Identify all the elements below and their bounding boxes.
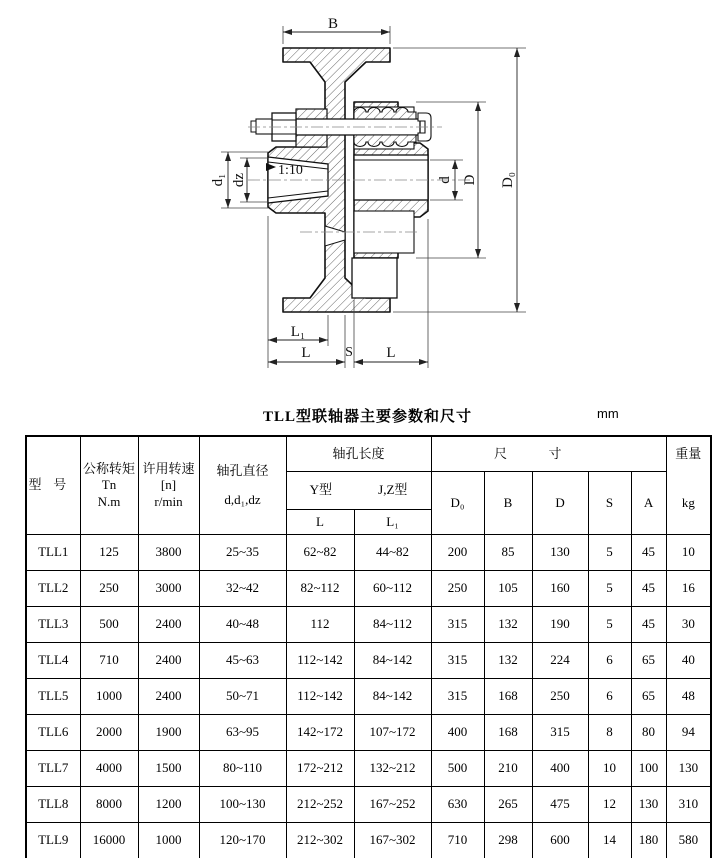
subheader-shaft-types	[286, 472, 431, 510]
table-cell: 200	[431, 535, 484, 571]
table-cell: 4000	[80, 751, 138, 787]
table-cell: 130	[631, 787, 666, 823]
title-row	[25, 405, 710, 427]
table-cell: 6	[588, 679, 631, 715]
table-cell: 167~302	[354, 823, 431, 858]
table-cell: 710	[80, 643, 138, 679]
subheader-y-type: Y型	[309, 482, 332, 498]
table-row	[26, 607, 711, 643]
table-row	[26, 535, 711, 571]
table-cell: 298	[484, 823, 532, 858]
table-cell: 190	[532, 607, 588, 643]
table-cell: TLL2	[26, 571, 80, 607]
table-cell: 5	[588, 535, 631, 571]
table-cell: 132~212	[354, 751, 431, 787]
table-cell: 315	[431, 679, 484, 715]
unit-label: mm	[597, 406, 619, 421]
col-header-S: S	[588, 472, 631, 535]
table-cell: 10	[588, 751, 631, 787]
table-cell: TLL7	[26, 751, 80, 787]
table-cell: 112~142	[286, 643, 354, 679]
table-row	[26, 823, 711, 858]
table-cell: TLL5	[26, 679, 80, 715]
table-cell: 63~95	[199, 715, 286, 751]
table-cell: 62~82	[286, 535, 354, 571]
table-cell: 44~82	[354, 535, 431, 571]
table-cell: 130	[666, 751, 711, 787]
label-taper: 1:10	[278, 163, 303, 178]
table-cell: 48	[666, 679, 711, 715]
table-cell: 210	[484, 751, 532, 787]
table-cell: 82~112	[286, 571, 354, 607]
table-cell: 132	[484, 643, 532, 679]
table-cell: 400	[431, 715, 484, 751]
table-cell: 250	[532, 679, 588, 715]
table-cell: 130	[532, 535, 588, 571]
table-cell: 3000	[138, 571, 199, 607]
table-cell: 224	[532, 643, 588, 679]
table-cell: 167~252	[354, 787, 431, 823]
coupling-section-drawing	[0, 0, 725, 398]
table-cell: 500	[431, 751, 484, 787]
table-cell: 40	[666, 643, 711, 679]
col-header-B: B	[484, 472, 532, 535]
table-cell: 310	[666, 787, 711, 823]
table-cell: 132	[484, 607, 532, 643]
table-cell: 120~170	[199, 823, 286, 858]
table-row	[26, 679, 711, 715]
table-cell: TLL6	[26, 715, 80, 751]
page-title: TLL型联轴器主要参数和尺寸	[262, 409, 473, 425]
table-cell: 25~35	[199, 535, 286, 571]
table-cell: 630	[431, 787, 484, 823]
table-cell: 600	[532, 823, 588, 858]
col-header-weight-unit: kg	[666, 472, 711, 535]
table-cell: 2400	[138, 607, 199, 643]
table-cell: 32~42	[199, 571, 286, 607]
col-group-bore-length: 轴孔长度	[286, 436, 431, 472]
table-cell: 250	[431, 571, 484, 607]
table-cell: 105	[484, 571, 532, 607]
table-cell: 5	[588, 571, 631, 607]
table-cell: 14	[588, 823, 631, 858]
label-D: D	[462, 174, 478, 186]
table-cell: TLL9	[26, 823, 80, 858]
elastic-sleeve-top	[354, 108, 416, 120]
spec-table-body	[26, 535, 711, 858]
table-cell: 8000	[80, 787, 138, 823]
table-row	[26, 643, 711, 679]
table-cell: 30	[666, 607, 711, 643]
table-cell: 1000	[80, 679, 138, 715]
table-row	[26, 751, 711, 787]
table-cell: 84~112	[354, 607, 431, 643]
table-cell: 315	[431, 607, 484, 643]
table-cell: 45	[631, 607, 666, 643]
table-cell: 5	[588, 607, 631, 643]
table-cell: 50~71	[199, 679, 286, 715]
table-cell: 16000	[80, 823, 138, 858]
table-cell: 212~252	[286, 787, 354, 823]
col-header-model: 型号	[26, 436, 80, 535]
label-B: B	[327, 16, 339, 32]
table-cell: 45	[631, 571, 666, 607]
table-cell: 2400	[138, 679, 199, 715]
pin-thread-end	[256, 119, 272, 134]
label-d: d	[437, 176, 453, 184]
table-cell: 6	[588, 643, 631, 679]
table-cell: 112~142	[286, 679, 354, 715]
label-dz: dz	[231, 172, 247, 188]
table-cell: 500	[80, 607, 138, 643]
table-cell: 80	[631, 715, 666, 751]
table-cell: 100	[631, 751, 666, 787]
table-cell: 475	[532, 787, 588, 823]
table-cell: 212~302	[286, 823, 354, 858]
table-cell: 40~48	[199, 607, 286, 643]
table-cell: TLL3	[26, 607, 80, 643]
table-cell: 315	[532, 715, 588, 751]
table-cell: 250	[80, 571, 138, 607]
table-cell: 94	[666, 715, 711, 751]
table-cell: 2000	[80, 715, 138, 751]
col-header-L: L	[286, 510, 354, 535]
table-cell: 107~172	[354, 715, 431, 751]
table-row	[26, 715, 711, 751]
table-cell: 1500	[138, 751, 199, 787]
col-header-weight: 重量	[666, 436, 711, 472]
col-header-L1: L₁	[354, 510, 431, 535]
subheader-jz-type: J,Z型	[378, 482, 408, 498]
table-cell: 8	[588, 715, 631, 751]
elastic-sleeve-bottom	[354, 135, 416, 147]
table-cell: 1900	[138, 715, 199, 751]
table-cell: 65	[631, 679, 666, 715]
table-cell: TLL4	[26, 643, 80, 679]
table-cell: 710	[431, 823, 484, 858]
table-cell: 142~172	[286, 715, 354, 751]
table-cell: 3800	[138, 535, 199, 571]
table-cell: 168	[484, 679, 532, 715]
col-header-torque: 公称转矩 Tn N.m	[80, 436, 138, 535]
table-cell: TLL1	[26, 535, 80, 571]
table-cell: 10	[666, 535, 711, 571]
table-cell: 2400	[138, 643, 199, 679]
col-header-D0: D₀	[431, 472, 484, 535]
table-cell: 12	[588, 787, 631, 823]
table-cell: 45	[631, 535, 666, 571]
col-header-D: D	[532, 472, 588, 535]
pin-end-cap	[251, 121, 256, 132]
col-header-bore-diameter: 轴孔直径 d,d₁,dz	[199, 436, 286, 535]
table-row	[26, 787, 711, 823]
spec-table	[25, 435, 712, 858]
col-header-A: A	[631, 472, 666, 535]
table-cell: 180	[631, 823, 666, 858]
table-cell: 125	[80, 535, 138, 571]
table-cell: 84~142	[354, 643, 431, 679]
table-cell: 112	[286, 607, 354, 643]
table-cell: TLL8	[26, 787, 80, 823]
table-cell: 172~212	[286, 751, 354, 787]
table-cell: 580	[666, 823, 711, 858]
table-cell: 84~142	[354, 679, 431, 715]
table-cell: 85	[484, 535, 532, 571]
table-cell: 1200	[138, 787, 199, 823]
label-d1: d₁	[210, 173, 226, 187]
table-cell: 65	[631, 643, 666, 679]
table-row	[26, 571, 711, 607]
col-group-dimensions: 尺寸	[431, 436, 666, 472]
table-cell: 315	[431, 643, 484, 679]
table-cell: 16	[666, 571, 711, 607]
table-cell: 265	[484, 787, 532, 823]
table-cell: 80~110	[199, 751, 286, 787]
table-cell: 100~130	[199, 787, 286, 823]
table-cell: 160	[532, 571, 588, 607]
col-header-speed: 许用转速 [n] r/min	[138, 436, 199, 535]
table-cell: 400	[532, 751, 588, 787]
label-L1: L₁	[290, 324, 306, 340]
label-S: S	[345, 345, 353, 360]
label-L-left: L	[301, 345, 311, 361]
label-L-right: L	[386, 345, 396, 361]
table-cell: 60~112	[354, 571, 431, 607]
table-cell: 168	[484, 715, 532, 751]
label-D0: D₀	[500, 171, 516, 189]
table-cell: 1000	[138, 823, 199, 858]
table-cell: 45~63	[199, 643, 286, 679]
